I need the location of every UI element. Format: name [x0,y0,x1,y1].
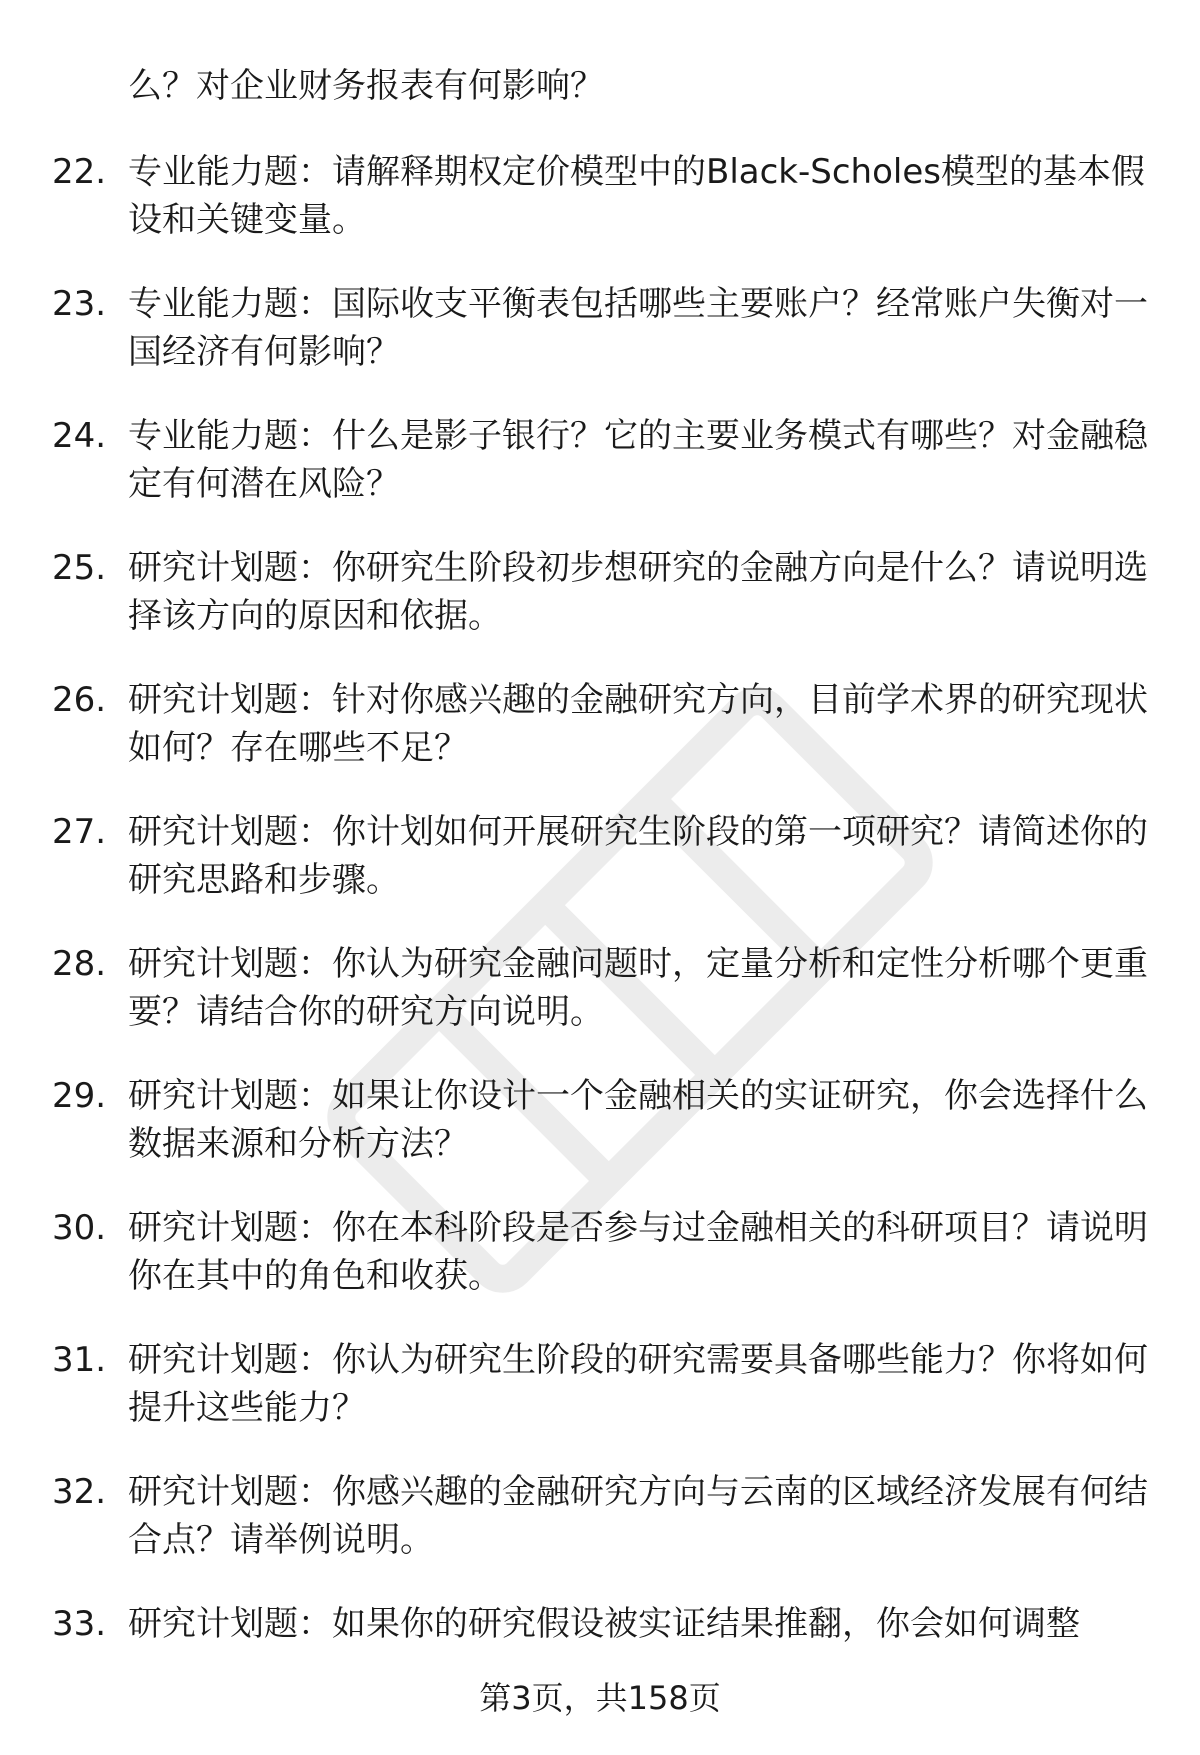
question-number: 30. [52,1208,107,1248]
question-text: 研究计划题：你研究生阶段初步想研究的金融方向是什么？请说明选择该方向的原因和依据。 [128,548,1148,636]
question-text: 专业能力题：请解释期权定价模型中的Black-Scholes模型的基本假设和关键变量。 [128,152,1145,240]
page-footer: 第3页，共158页 [479,1679,721,1717]
question-number: 33. [52,1604,107,1644]
question-number: 23. [52,284,107,324]
question-list [0,148,1200,1732]
question-item [0,544,1200,676]
question-text: 研究计划题：针对你感兴趣的金融研究方向，目前学术界的研究现状如何？存在哪些不足？ [128,680,1148,768]
question-text: 研究计划题：你认为研究生阶段的研究需要具备哪些能力？你将如何提升这些能力？ [128,1340,1148,1428]
question-item [0,412,1200,544]
question-item [0,1204,1200,1336]
question-number: 26. [52,680,107,720]
question-text: 专业能力题：什么是影子银行？它的主要业务模式有哪些？对金融稳定有何潜在风险？ [128,416,1148,504]
question-number: 29. [52,1076,107,1116]
question-number: 28. [52,944,107,984]
question-text: 研究计划题：你在本科阶段是否参与过金融相关的科研项目？请说明你在其中的角色和收获。 [128,1208,1148,1296]
question-text: 专业能力题：国际收支平衡表包括哪些主要账户？经常账户失衡对一国经济有何影响？ [128,284,1148,372]
question-item [0,676,1200,808]
question-text: 研究计划题：如果让你设计一个金融相关的实证研究，你会选择什么数据来源和分析方法？ [128,1076,1148,1164]
question-item [0,1072,1200,1204]
question-text: 研究计划题：你认为研究金融问题时，定量分析和定性分析哪个更重要？请结合你的研究方向说明。 [128,944,1148,1032]
question-number: 31. [52,1340,107,1380]
question-number: 27. [52,812,107,852]
question-number: 25. [52,548,107,588]
question-item [0,148,1200,280]
question-text: 研究计划题：你感兴趣的金融研究方向与云南的区域经济发展有何结合点？请举例说明。 [128,1472,1148,1560]
question-number: 22. [52,152,107,192]
question-item [0,280,1200,412]
question-text: 研究计划题：你计划如何开展研究生阶段的第一项研究？请简述你的研究思路和步骤。 [128,812,1148,900]
continuation-text: 么？对企业财务报表有何影响？ [128,66,604,106]
question-item [0,808,1200,940]
question-number: 24. [52,416,107,456]
question-item [0,940,1200,1072]
question-number: 32. [52,1472,107,1512]
question-text: 研究计划题：如果你的研究假设被实证结果推翻，你会如何调整 [128,1604,1080,1644]
question-item [0,1336,1200,1468]
question-item [0,1468,1200,1600]
